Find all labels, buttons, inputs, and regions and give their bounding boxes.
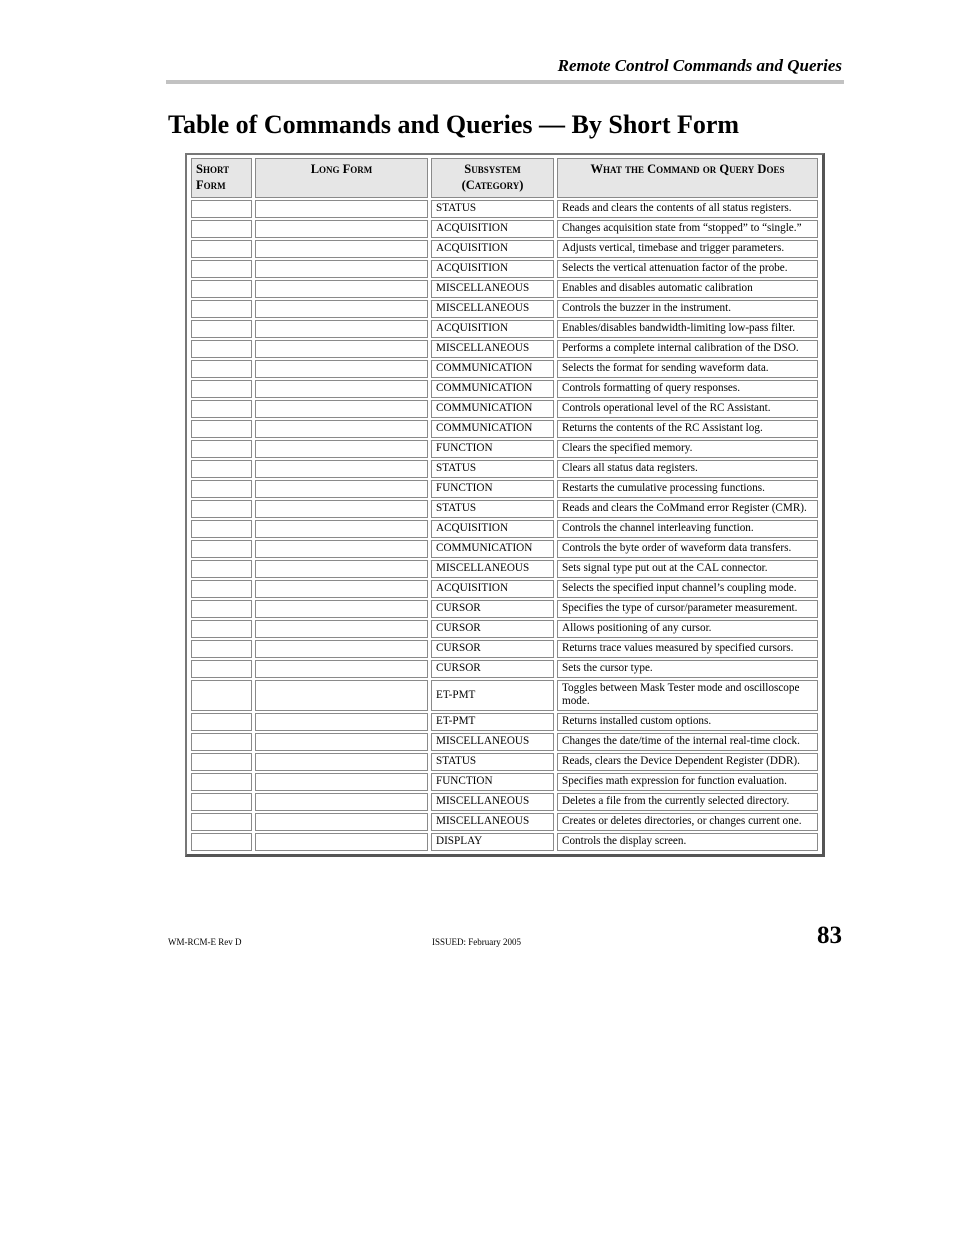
short-form-cell — [191, 460, 252, 478]
short-form-cell — [191, 200, 252, 218]
subsystem-cell: ET-PMT — [431, 713, 554, 731]
long-form-cell — [255, 300, 428, 318]
description-cell: Reads and clears the CoMmand error Register (CMR). — [557, 500, 818, 518]
table-row — [191, 580, 818, 598]
long-form-cell — [255, 320, 428, 338]
short-form-cell — [191, 220, 252, 238]
table-row — [191, 600, 818, 618]
short-form-cell — [191, 600, 252, 618]
long-form-cell — [255, 280, 428, 298]
subsystem-cell: STATUS — [431, 460, 554, 478]
description-cell: Controls the buzzer in the instrument. — [557, 300, 818, 318]
subsystem-cell: COMMUNICATION — [431, 540, 554, 558]
table-row — [191, 480, 818, 498]
description-cell: Selects the format for sending waveform data. — [557, 360, 818, 378]
long-form-cell — [255, 420, 428, 438]
table-row — [191, 300, 818, 318]
table-row — [191, 753, 818, 771]
short-form-cell — [191, 380, 252, 398]
long-form-cell — [255, 640, 428, 658]
short-form-cell — [191, 713, 252, 731]
short-form-cell — [191, 360, 252, 378]
short-form-cell — [191, 560, 252, 578]
subsystem-cell: ACQUISITION — [431, 580, 554, 598]
short-form-cell — [191, 280, 252, 298]
short-form-cell — [191, 680, 252, 711]
subsystem-cell: COMMUNICATION — [431, 400, 554, 418]
table-row — [191, 220, 818, 238]
subsystem-cell: MISCELLANEOUS — [431, 793, 554, 811]
description-cell: Sets the cursor type. — [557, 660, 818, 678]
description-cell: Changes acquisition state from “stopped” to “single.” — [557, 220, 818, 238]
table-row — [191, 380, 818, 398]
subsystem-cell: STATUS — [431, 500, 554, 518]
subsystem-cell: FUNCTION — [431, 480, 554, 498]
table-row — [191, 813, 818, 831]
long-form-cell — [255, 400, 428, 418]
short-form-cell — [191, 520, 252, 538]
short-form-cell — [191, 340, 252, 358]
subsystem-cell: COMMUNICATION — [431, 380, 554, 398]
description-cell: Changes the date/time of the internal real-time clock. — [557, 733, 818, 751]
column-header-long-form: Long Form — [255, 158, 428, 198]
long-form-cell — [255, 660, 428, 678]
subsystem-cell: CURSOR — [431, 620, 554, 638]
table-row — [191, 360, 818, 378]
table-row — [191, 200, 818, 218]
description-cell: Sets signal type put out at the CAL connector. — [557, 560, 818, 578]
description-cell: Allows positioning of any cursor. — [557, 620, 818, 638]
description-cell: Creates or deletes directories, or changes current one. — [557, 813, 818, 831]
description-cell: Selects the vertical attenuation factor of the probe. — [557, 260, 818, 278]
subsystem-cell: ACQUISITION — [431, 220, 554, 238]
short-form-cell — [191, 420, 252, 438]
long-form-cell — [255, 380, 428, 398]
table-row — [191, 320, 818, 338]
table-row — [191, 500, 818, 518]
description-cell: Clears the specified memory. — [557, 440, 818, 458]
description-cell: Controls formatting of query responses. — [557, 380, 818, 398]
description-cell: Performs a complete internal calibration of the DSO. — [557, 340, 818, 358]
table-row — [191, 260, 818, 278]
table-row — [191, 660, 818, 678]
table-row — [191, 400, 818, 418]
short-form-cell — [191, 773, 252, 791]
subsystem-cell: MISCELLANEOUS — [431, 300, 554, 318]
long-form-cell — [255, 240, 428, 258]
subsystem-cell: CURSOR — [431, 660, 554, 678]
commands-table — [188, 156, 821, 853]
table-row — [191, 680, 818, 711]
description-cell: Specifies the type of cursor/parameter measurement. — [557, 600, 818, 618]
subsystem-cell: MISCELLANEOUS — [431, 340, 554, 358]
description-cell: Reads, clears the Device Dependent Register (DDR). — [557, 753, 818, 771]
running-head-title: Remote Control Commands and Queries — [557, 56, 842, 75]
long-form-cell — [255, 200, 428, 218]
subsystem-cell: ACQUISITION — [431, 320, 554, 338]
table-row — [191, 280, 818, 298]
table-row — [191, 640, 818, 658]
description-cell: Controls the channel interleaving function. — [557, 520, 818, 538]
long-form-cell — [255, 833, 428, 851]
short-form-cell — [191, 240, 252, 258]
commands-table-frame — [185, 153, 825, 857]
description-cell: Returns the contents of the RC Assistant log. — [557, 420, 818, 438]
table-row — [191, 833, 818, 851]
short-form-cell — [191, 580, 252, 598]
description-cell: Controls the display screen. — [557, 833, 818, 851]
description-cell: Restarts the cumulative processing functions. — [557, 480, 818, 498]
long-form-cell — [255, 680, 428, 711]
table-row — [191, 733, 818, 751]
long-form-cell — [255, 540, 428, 558]
subsystem-cell: CURSOR — [431, 600, 554, 618]
footer-doc-id: WM-RCM-E Rev D — [168, 937, 242, 947]
subsystem-cell: FUNCTION — [431, 773, 554, 791]
subsystem-cell: ACQUISITION — [431, 260, 554, 278]
description-cell: Controls the byte order of waveform data transfers. — [557, 540, 818, 558]
short-form-cell — [191, 833, 252, 851]
long-form-cell — [255, 773, 428, 791]
short-form-cell — [191, 260, 252, 278]
table-row — [191, 240, 818, 258]
long-form-cell — [255, 580, 428, 598]
subsystem-cell: CURSOR — [431, 640, 554, 658]
subsystem-cell: STATUS — [431, 200, 554, 218]
table-row — [191, 540, 818, 558]
long-form-cell — [255, 520, 428, 538]
long-form-cell — [255, 620, 428, 638]
table-body — [191, 200, 818, 851]
long-form-cell — [255, 360, 428, 378]
subsystem-cell: COMMUNICATION — [431, 420, 554, 438]
subsystem-cell: MISCELLANEOUS — [431, 560, 554, 578]
short-form-cell — [191, 753, 252, 771]
column-header-short-form: Short Form — [191, 158, 252, 198]
table-row — [191, 460, 818, 478]
table-row — [191, 620, 818, 638]
description-cell: Controls operational level of the RC Assistant. — [557, 400, 818, 418]
long-form-cell — [255, 733, 428, 751]
long-form-cell — [255, 220, 428, 238]
long-form-cell — [255, 560, 428, 578]
column-header-description: What the Command or Query Does — [557, 158, 818, 198]
column-header-subsystem: Subsystem (Category) — [431, 158, 554, 198]
short-form-cell — [191, 480, 252, 498]
long-form-cell — [255, 600, 428, 618]
short-form-cell — [191, 440, 252, 458]
long-form-cell — [255, 500, 428, 518]
subsystem-cell: MISCELLANEOUS — [431, 813, 554, 831]
description-cell: Clears all status data registers. — [557, 460, 818, 478]
description-cell: Enables/disables bandwidth-limiting low-pass filter. — [557, 320, 818, 338]
table-row — [191, 520, 818, 538]
subsystem-cell: FUNCTION — [431, 440, 554, 458]
short-form-cell — [191, 500, 252, 518]
table-row — [191, 713, 818, 731]
long-form-cell — [255, 440, 428, 458]
short-form-cell — [191, 320, 252, 338]
table-header-row — [191, 158, 818, 198]
long-form-cell — [255, 813, 428, 831]
short-form-cell — [191, 660, 252, 678]
subsystem-cell: DISPLAY — [431, 833, 554, 851]
description-cell: Reads and clears the contents of all status registers. — [557, 200, 818, 218]
short-form-cell — [191, 300, 252, 318]
page-number: 83 — [817, 922, 842, 949]
table-row — [191, 440, 818, 458]
short-form-cell — [191, 620, 252, 638]
long-form-cell — [255, 793, 428, 811]
header-rule — [166, 80, 844, 84]
table-row — [191, 340, 818, 358]
subsystem-cell: ET-PMT — [431, 680, 554, 711]
description-cell: Enables and disables automatic calibration — [557, 280, 818, 298]
description-cell: Deletes a file from the currently selected directory. — [557, 793, 818, 811]
short-form-cell — [191, 813, 252, 831]
subsystem-cell: MISCELLANEOUS — [431, 280, 554, 298]
long-form-cell — [255, 713, 428, 731]
description-cell: Selects the specified input channel’s coupling mode. — [557, 580, 818, 598]
table-row — [191, 560, 818, 578]
short-form-cell — [191, 400, 252, 418]
footer-issued-date: ISSUED: February 2005 — [432, 937, 521, 947]
description-cell: Returns trace values measured by specified cursors. — [557, 640, 818, 658]
long-form-cell — [255, 753, 428, 771]
description-cell: Returns installed custom options. — [557, 713, 818, 731]
subsystem-cell: COMMUNICATION — [431, 360, 554, 378]
long-form-cell — [255, 340, 428, 358]
subsystem-cell: ACQUISITION — [431, 520, 554, 538]
long-form-cell — [255, 460, 428, 478]
table-row — [191, 793, 818, 811]
description-cell: Toggles between Mask Tester mode and oscilloscope mode. — [557, 680, 818, 711]
short-form-cell — [191, 793, 252, 811]
short-form-cell — [191, 733, 252, 751]
description-cell: Adjusts vertical, timebase and trigger parameters. — [557, 240, 818, 258]
table-row — [191, 773, 818, 791]
short-form-cell — [191, 540, 252, 558]
short-form-cell — [191, 640, 252, 658]
subsystem-cell: MISCELLANEOUS — [431, 733, 554, 751]
description-cell: Specifies math expression for function evaluation. — [557, 773, 818, 791]
long-form-cell — [255, 480, 428, 498]
subsystem-cell: ACQUISITION — [431, 240, 554, 258]
long-form-cell — [255, 260, 428, 278]
page-title: Table of Commands and Queries — By Short Form — [168, 110, 740, 139]
table-row — [191, 420, 818, 438]
subsystem-cell: STATUS — [431, 753, 554, 771]
